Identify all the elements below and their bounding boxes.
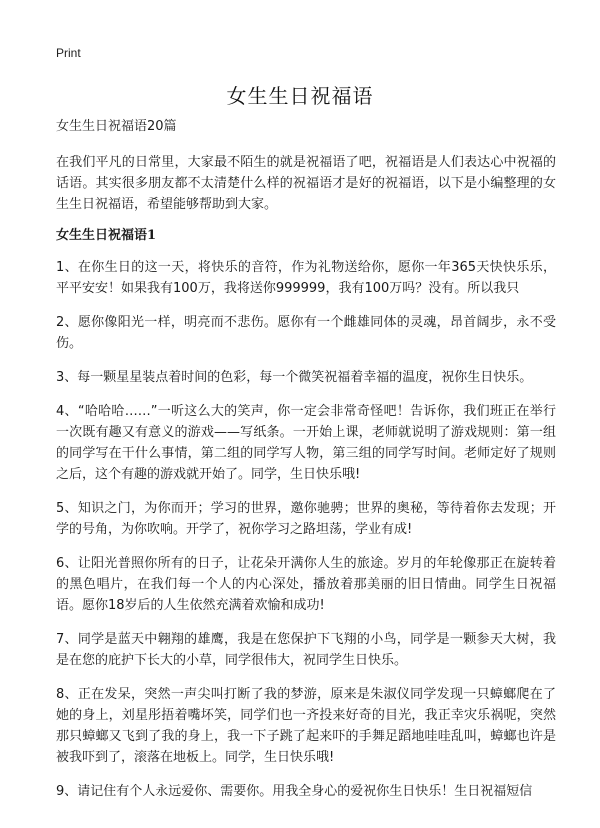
list-item: 9、请记住有个人永远爱你、需要你。用我全身心的爱祝你生日快乐！生日祝福短信	[56, 784, 533, 799]
document-subtitle: 女生生日祝福语20篇	[56, 119, 177, 134]
intro-paragraph: 在我们平凡的日常里，大家最不陌生的就是祝福语了吧，祝福语是人们表达心中祝福的话语。其实很多朋友都不太清楚什么样的祝福语才是好的祝福语，以下是小编整理的女生生日祝福语，希望能够帮助到大家。	[56, 155, 556, 212]
list-item: 7、同学是蓝天中翱翔的雄鹰，我是在您保护下飞翔的小鸟，同学是一颗参天大树，我是在您的庇护下长大的小草，同学很伟大，祝同学生日快乐。	[56, 632, 556, 668]
list-item: 1、在你生日的这一天，将快乐的音符，作为礼物送给你，愿你一年365天快快乐乐，平平安安！如果我有100万，我将送你999999，我有100万吗？没有。所以我只	[56, 260, 556, 296]
list-item: 6、让阳光普照你所有的日子，让花朵开满你人生的旅途。岁月的年轮像那正在旋转着的黑色唱片，在我们每一个人的内心深处，播放着那美丽的旧日情曲。同学生日祝福语。愿你18岁后的人生依然充满着欢愉和成功!	[56, 556, 556, 613]
page-title: 女生生日祝福语	[226, 84, 374, 108]
list-item: 5、知识之门，为你而开；学习的世界，邀你驰骋；世界的奥秘，等待着你去发现；开学的号角，为你吹响。开学了，祝你学习之路坦荡，学业有成!	[56, 501, 556, 537]
list-item: 2、愿你像阳光一样，明亮而不悲伤。愿你有一个雌雄同体的灵魂，昂首阔步，永不受伤。	[56, 315, 556, 351]
section-heading: 女生生日祝福语1	[56, 228, 157, 243]
list-item: 4、“哈哈哈……”一听这么大的笑声，你一定会非常奇怪吧！告诉你，我们班正在举行一次既有趣又有意义的游戏——写纸条。一开始上课，老师就说明了游戏规则：第一组的同学写在干什么事情，第二组的同学写人物，第三组的同学写时间。老师定好了规则之后，这个有趣的游戏就开始了。同学，生日快乐哦!	[56, 404, 556, 482]
list-item: 8、正在发呆，突然一声尖叫打断了我的梦游，原来是朱淑仪同学发现一只蟑螂爬在了她的身上，刘星彤捂着嘴坏笑，同学们也一齐投来好奇的目光，我正幸灾乐祸呢，突然那只蟑螂又飞到了我的身上，我一下子跳了起来吓的手舞足蹈地哇哇乱叫，蟑螂也许是被我吓到了，滚落在地板上。同学，生日快乐哦!	[56, 687, 556, 765]
list-item: 3、每一颗星星装点着时间的色彩，每一个微笑祝福着幸福的温度，祝你生日快乐。	[56, 370, 533, 385]
print-link[interactable]: Print	[56, 46, 81, 60]
document-body	[56, 118, 556, 815]
